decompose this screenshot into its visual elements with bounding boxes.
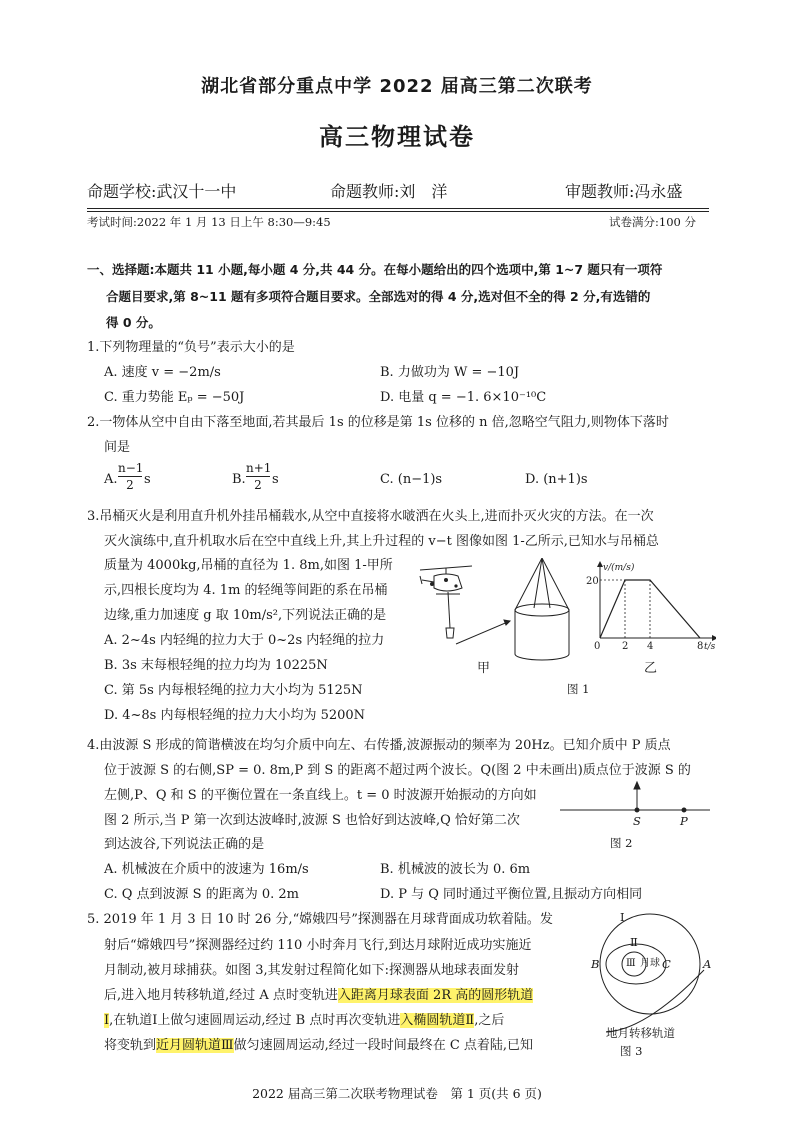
page-footer: 2022 届高三第二次联考物理试卷 第 1 页(共 6 页)	[252, 1086, 542, 1101]
header-rule	[87, 208, 709, 209]
q5-highlight-orbit-i: 入距离月球表面 2R 高的圆形轨道	[337, 988, 534, 1003]
section-instructions-3: 得 0 分。	[106, 315, 161, 330]
figure3-label-a: A	[703, 957, 712, 971]
figure3-label-moon: 月球	[640, 958, 660, 969]
q4-option-d: D. P 与 Q 同时通过平衡位置,且振动方向相同	[380, 887, 643, 902]
section-instructions-1: 一、选择题:本题共 11 小题,每小题 4 分,共 44 分。在每小题给出的四个选项中,第 1~7 题只有一项符	[87, 262, 663, 277]
q4-option-c: C. Q 点到波源 S 的距离为 0. 2m	[104, 887, 299, 902]
figure1-caption: 图 1	[567, 682, 590, 696]
x-axis-arrow	[712, 635, 716, 641]
x-axis-label: t/s	[704, 642, 716, 652]
figure2-caption: 图 2	[610, 836, 633, 850]
q3-option-d: D. 4~8s 内每根轻绳的拉力大小均为 5200N	[104, 708, 366, 723]
q3-option-c: C. 第 5s 内每根轻绳的拉力大小均为 5125N	[104, 683, 363, 698]
y-tick-label: 20	[586, 576, 599, 587]
figure3-label-orbit-iii: Ⅲ	[626, 958, 636, 969]
y-axis-label: v/(m/s)	[603, 563, 635, 573]
q2-option-b-unit: s	[272, 472, 279, 487]
figure3-label-b: B	[591, 957, 600, 971]
q5-line-3: 月制动,被月球捕获。如图 3,其发射过程简化如下:探测器从地球表面发射	[104, 963, 520, 978]
exam-subtitle: 高三物理试卷	[319, 123, 475, 151]
q4-line-3: 左侧,P、Q 和 S 的平衡位置在一条直线上。t = 0 时波源开始振动的方向如	[104, 788, 537, 803]
q4-line-4: 图 2 所示,当 P 第一次到达波峰时,波源 S 也恰好到达波峰,Q 恰好第二次	[104, 813, 520, 828]
figure3-label-c: C	[662, 957, 671, 971]
q5-highlight-orbit-i-end: Ⅰ	[104, 1013, 110, 1028]
q1-option-d: D. 电量 q = −1. 6×10⁻¹⁰C	[380, 390, 547, 405]
q5-line-6: 将变轨到近月圆轨道Ⅲ做匀速圆周运动,经过一段时间最终在 C 点着陆,已知	[104, 1038, 534, 1053]
q1-option-c: C. 重力势能 Eₚ = −50J	[104, 390, 245, 405]
q1-option-b: B. 力做功为 W = −10J	[380, 365, 520, 380]
q3-option-a: A. 2~4s 内轻绳的拉力大于 0~2s 内轻绳的拉力	[104, 633, 385, 648]
teacher-label: 命题教师:刘 洋	[330, 182, 448, 201]
x-tick-label: 4	[647, 641, 654, 652]
q2-stem-2: 间是	[104, 440, 131, 455]
q2-option-c: C. (n−1)s	[380, 472, 443, 487]
q4-option-b: B. 机械波的波长为 0. 6m	[380, 862, 531, 877]
figure3-label-transfer-orbit: 地月转移轨道	[606, 1026, 675, 1040]
figure1-helicopter-bucket	[412, 558, 577, 663]
figure3-label-orbit-ii: Ⅱ	[630, 935, 638, 949]
section-instructions-2: 合题目要求,第 8~11 题有多项符合题目要求。全部选对的得 4 分,选对但不全的得 2 分,有选错的	[106, 289, 651, 304]
figure3-label-orbit-i: Ⅰ	[620, 910, 625, 924]
exam-score: 试卷满分:100 分	[609, 215, 696, 229]
q2-option-a-fraction: n−1 2	[118, 461, 144, 492]
reviewer-label: 审题教师:冯永盛	[565, 182, 683, 201]
figure2-label-s: S	[633, 814, 641, 828]
school-label: 命题学校:武汉十一中	[87, 182, 237, 201]
q5-line-5: Ⅰ,在轨道Ⅰ上做匀速圆周运动,经过 B 点时再次变轨进入椭圆轨道Ⅱ,之后	[104, 1013, 505, 1028]
figure1-vt-chart	[586, 560, 716, 656]
figure1-label-jia: 甲	[477, 661, 491, 676]
q2-stem-1: 2.一物体从空中自由下落至地面,若其最后 1s 的位移是第 1s 位移的 n 倍,忽略空气阻力,则物体下落时	[87, 415, 669, 430]
figure3-caption: 图 3	[620, 1044, 643, 1058]
q2-option-b-label: B.	[232, 472, 246, 487]
q5-line-4: 后,进入地月转移轨道,经过 A 点时变轨进入距离月球表面 2R 高的圆形轨道	[104, 988, 534, 1003]
q3-line-4: 示,四根长度均为 4. 1m 的轻绳等间距的系在吊桶	[104, 583, 388, 598]
q3-line-2: 灭火演练中,直升机取水后在空中直线上升,其上升过程的 v−t 图像如图 1-乙所示,已知水与吊桶总	[104, 534, 659, 549]
q2-option-a-label: A.	[104, 472, 118, 487]
figure2-label-p: P	[680, 814, 688, 828]
q5-line-2: 射后“嫦娥四号”探测器经过约 110 小时奔月飞行,到达月球附近成功实施近	[104, 938, 532, 953]
q2-option-a-unit: s	[144, 472, 151, 487]
q2-option-d: D. (n+1)s	[525, 472, 588, 487]
q5-highlight-orbit-iii: 近月圆轨道Ⅲ	[156, 1038, 234, 1053]
q3-line-3: 质量为 4000kg,吊桶的直径为 1. 8m,如图 1-甲所	[104, 558, 393, 573]
exam-title: 湖北省部分重点中学 2022 届高三第二次联考	[201, 76, 593, 97]
q3-line-5: 边缘,重力加速度 g 取 10m/s²,下列说法正确的是	[104, 608, 387, 623]
header-rule-thin	[87, 211, 709, 212]
q3-line-1: 3.吊桶灭火是利用直升机外挂吊桶载水,从空中直接将水啵洒在火头上,进而扑灭火灾的方法。在一次	[87, 509, 654, 524]
q4-line-5: 到达波谷,下列说法正确的是	[104, 837, 265, 852]
q1-option-a: A. 速度 v = −2m/s	[104, 365, 221, 380]
q3-option-b: B. 3s 末每根轻绳的拉力均为 10225N	[104, 658, 328, 673]
exam-time: 考试时间:2022 年 1 月 13 日上午 8:30—9:45	[87, 215, 331, 229]
q2-option-b-fraction: n+1 2	[246, 461, 272, 492]
x-tick-label: 8	[697, 641, 704, 652]
q5-highlight-orbit-ii: 入椭圆轨道Ⅱ	[400, 1013, 475, 1028]
q1-stem: 1.下列物理量的“负号”表示大小的是	[87, 340, 295, 355]
q4-option-a: A. 机械波在介质中的波速为 16m/s	[104, 862, 309, 877]
q5-line-1: 5. 2019 年 1 月 3 日 10 时 26 分,“嫦娥四号”探测器在月球背面成功软着陆。发	[87, 912, 553, 927]
q4-line-1: 4.由波源 S 形成的简谐横波在均匀介质中向左、右传播,波源振动的频率为 20Hz。已知介质中 P 质点	[87, 738, 671, 753]
figure3-orbits	[586, 908, 714, 1038]
q4-line-2: 位于波源 S 的右侧,SP = 0. 8m,P 到 S 的距离不超过两个波长。Q(图 2 中未画出)质点位于波源 S 的	[104, 763, 691, 778]
x-tick-label: 0	[594, 641, 601, 652]
x-tick-label: 2	[622, 641, 629, 652]
figure1-label-yi: 乙	[644, 661, 658, 676]
